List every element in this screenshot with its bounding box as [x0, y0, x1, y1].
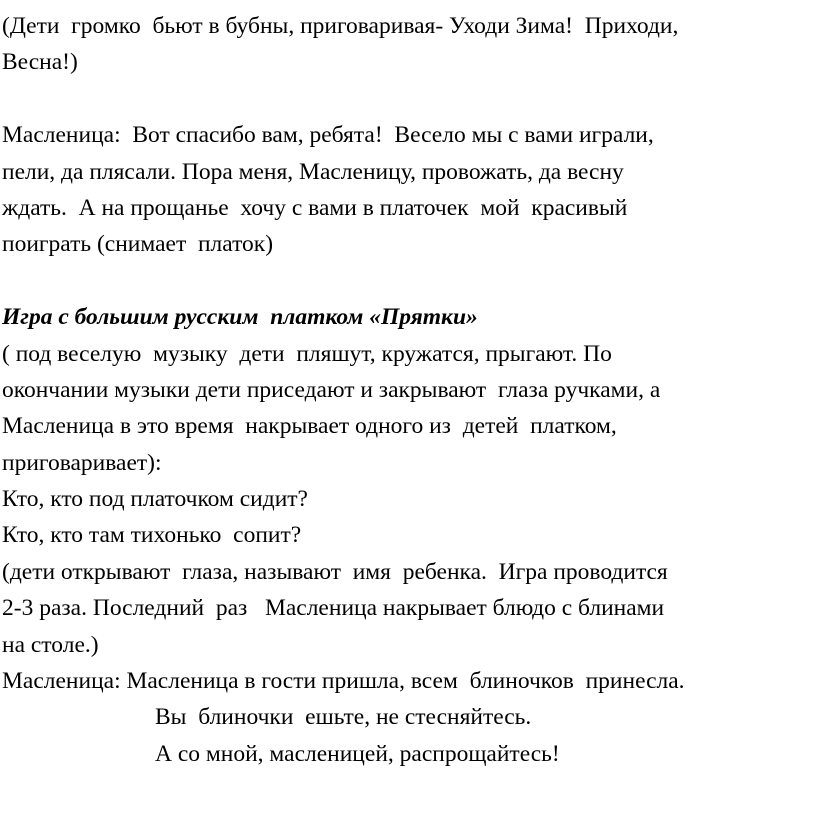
verse-line: А со мной, масленицей, распрощайтесь!: [155, 740, 560, 767]
text-line: Весна!): [2, 49, 78, 76]
text-line: Масленица в это время накрывает одного из детей платком,: [2, 413, 617, 440]
text-line: (Дети громко бьют в бубны, приговаривая- Уходи Зима! Приходи,: [2, 13, 679, 39]
text-line: окончании музыки дети приседают и закрывают глаза ручками, а: [2, 376, 661, 403]
document-page: [2, 8, 814, 772]
text-line: пели, да плясали. Пора меня, Масленицу, провожать, да весну: [2, 158, 624, 185]
text-line: поиграть (снимает платок): [2, 231, 274, 258]
blank-line: [2, 263, 814, 299]
game-title: Игра с большим русским платком «Прятки»: [2, 304, 478, 331]
text-line: ждать. А на прощанье хочу с вами в платочек мой красивый: [2, 194, 628, 221]
text-line: на столе.): [2, 631, 99, 658]
blank-line: [2, 81, 814, 117]
text-line: Масленица: Масленица в гости пришла, всем блиночков принесла.: [2, 668, 685, 695]
text-line: (дети открывают глаза, называют имя ребенка. Игра проводится: [2, 558, 668, 585]
verse-line: Вы блиночки ешьте, не стесняйтесь.: [155, 704, 532, 731]
text-line: Кто, кто там тихонько сопит?: [2, 522, 302, 549]
text-line: приговаривает):: [2, 449, 162, 476]
text-line: Кто, кто под платочком сидит?: [2, 486, 308, 513]
text-line: Масленица: Вот спасибо вам, ребята! Весело мы с вами играли,: [2, 122, 654, 149]
text-line: 2-3 раза. Последний раз Масленица накрывает блюдо с блинами: [2, 595, 665, 622]
text-line: ( под веселую музыку дети пляшут, кружатся, прыгают. По: [2, 340, 612, 367]
